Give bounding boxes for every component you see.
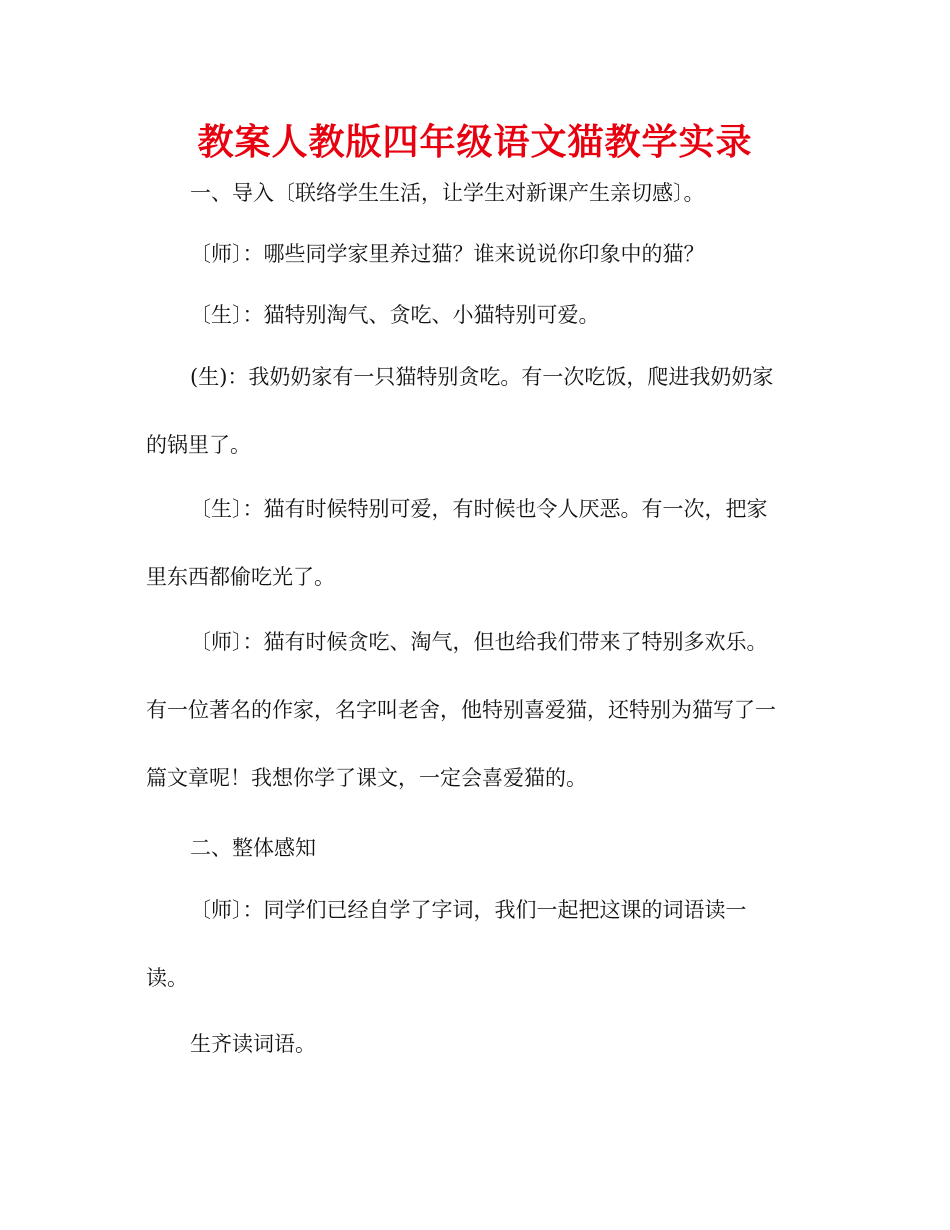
paragraph-line: 二、整体感知 <box>190 836 316 860</box>
paragraph-student-2 <box>146 365 806 457</box>
paragraph-student-1 <box>146 303 806 327</box>
paragraph-line: 生齐读词语。 <box>190 1032 316 1056</box>
paragraph-line: 〔师〕：哪些同学家里养过猫？谁来说说你印象中的猫？ <box>190 242 705 266</box>
paragraph-line: 篇文章呢！我想你学了课文，一定会喜爱猫的。 <box>146 766 587 790</box>
document-title: 教案人教版四年级语文猫教学实录 <box>197 122 753 163</box>
paragraph-line: 〔生〕：猫特别淘气、贪吃、小猫特别可爱。 <box>190 303 600 327</box>
paragraph-line: 有一位著名的作家，名字叫老舍，他特别喜爱猫，还特别为猫写了一 <box>146 698 776 722</box>
paragraph-line: 读。 <box>146 966 188 990</box>
paragraph-line: 〔生〕：猫有时候特别可爱，有时候也令人厌恶。有一次，把家 <box>190 497 768 521</box>
paragraph-line: 的锅里了。 <box>146 433 251 457</box>
paragraph-student-3 <box>146 497 806 589</box>
paragraph-line: 〔师〕：同学们已经自学了字词，我们一起把这课的词语读一 <box>190 898 747 922</box>
paragraph-teacher-intro <box>146 630 806 790</box>
paragraph-teacher-question <box>146 242 806 266</box>
paragraph-students-read <box>146 1032 806 1056</box>
paragraph-teacher-vocab <box>146 898 806 990</box>
paragraph-line: (生)：我奶奶家有一只猫特别贪吃。有一次吃饭，爬进我奶奶家 <box>190 365 774 389</box>
paragraph-section-two-heading <box>146 836 806 860</box>
paragraph-line: 里东西都偷吃光了。 <box>146 565 335 589</box>
paragraph-line: 〔师〕：猫有时候贪吃、淘气，但也给我们带来了特别多欢乐。 <box>190 630 768 654</box>
paragraph-line: 一、导入〔联络学生生活，让学生对新课产生亲切感〕。 <box>190 181 705 205</box>
paragraph-intro-heading <box>146 181 806 205</box>
